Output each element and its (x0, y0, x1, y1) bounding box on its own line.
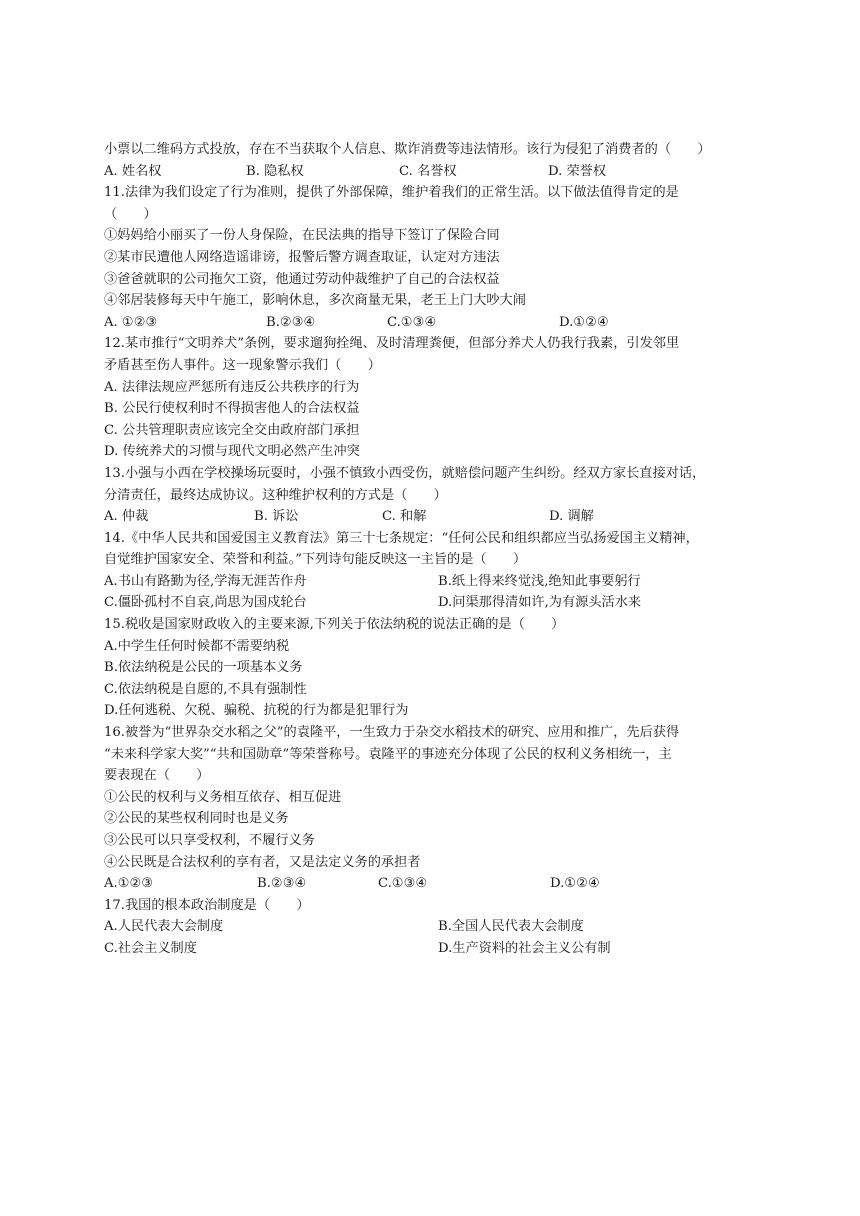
option-d: D.生产资料的社会主义公有制 (438, 940, 611, 956)
option-b: B.②③④ (266, 314, 316, 330)
option-b: B. 诉讼 (254, 509, 299, 525)
question-stem-cont: 矛盾甚至伤人事件。这一现象警示我们（ ） (104, 357, 381, 373)
option-a: A.中学生任何时候都不需要纳税 (104, 638, 290, 654)
statement-4: ④邻居装修每天中午施工，影响休息，多次商量无果，老王上门大吵大闹 (104, 293, 526, 309)
option-d: D.问渠那得清如许,为有源头活水来 (438, 595, 642, 611)
statement-3: ③公民可以只享受权利，不履行义务 (104, 833, 315, 848)
option-d: D. 传统养犬的习惯与现代文明必然产生冲突 (104, 444, 360, 460)
question-stem: 12.某市推行“文明养犬”条例，要求遛狗拴绳、及时清理粪便，但部分养犬人仍我行我素，引发邻里 (104, 336, 680, 352)
question-stem: 17.我国的根本政治制度是（ ） (104, 897, 310, 913)
option-c: C.僵卧孤村不自哀,尚思为国戍轮台 (104, 595, 307, 611)
option-b: B.②③④ (257, 876, 307, 892)
question-14 (104, 528, 800, 614)
option-c: C. 名誉权 (399, 163, 457, 179)
option-d: D.①②④ (550, 876, 600, 892)
statement-2: ②公民的某些权利同时也是义务 (104, 811, 289, 827)
question-stem-cont: （ ） (104, 206, 157, 222)
option-c: C. 和解 (382, 509, 427, 525)
statement-3: ③爸爸就职的公司拖欠工资，他通过劳动仲裁维护了自己的合法权益 (104, 271, 500, 287)
statement-1: ①妈妈给小丽买了一份人身保险，在民法典的指导下签订了保险合同 (104, 228, 500, 244)
option-a: A.①②③ (104, 876, 154, 892)
option-b: B.依法纳税是公民的一项基本义务 (104, 660, 303, 676)
option-c: C. 公共管理职责应该完全交由政府部门承担 (104, 422, 360, 438)
option-a: A. 法律法规应严惩所有违反公共秩序的行为 (104, 379, 360, 395)
question-16 (104, 722, 800, 895)
answer-options-row-1 (104, 571, 800, 593)
question-stem: 13.小强与小西在学校操场玩耍时，小强不慎致小西受伤，就赔偿问题产生纠纷。经双方家长直接对话， (104, 465, 706, 481)
question-12 (104, 333, 800, 463)
option-b: B.纸上得来终觉浅,绝知此事要躬行 (438, 573, 641, 589)
option-c: C.依法纳税是自愿的,不具有强制性 (104, 681, 307, 697)
statement-1: ①公民的权利与义务相互依存、相互促进 (104, 789, 342, 805)
answer-options (104, 873, 800, 895)
option-a: A. ①②③ (104, 314, 158, 330)
option-a: A.人民代表大会制度 (104, 919, 224, 935)
answer-options (104, 312, 800, 334)
question-stem: 15.税收是国家财政收入的主要来源,下列关于依法纳税的说法正确的是（ ） (104, 617, 565, 633)
option-c: C.①③④ (387, 314, 437, 330)
option-b: B. 公民行使权利时不得损害他人的合法权益 (104, 401, 360, 417)
question-15 (104, 614, 800, 722)
question-11 (104, 182, 800, 333)
question-stem: 14.《中华人民共和国爱国主义教育法》第三十七条规定：“任何公民和组织都应当弘扬爱国主义精神， (104, 530, 699, 546)
option-c: C.社会主义制度 (104, 940, 197, 956)
answer-options-row-1 (104, 916, 800, 938)
question-stem-cont: 要表现在（ ） (104, 768, 210, 784)
question-13 (104, 463, 800, 528)
option-b: B. 隐私权 (246, 163, 304, 179)
statement-4: ④公民既是合法权利的享有者，又是法定义务的承担者 (104, 854, 421, 870)
option-d: D. 调解 (549, 509, 594, 525)
option-a: A.书山有路勤为径,学海无涯苦作舟 (104, 573, 307, 589)
question-stem-cont: “未来科学家大奖”“共和国勋章”等荣誉称号。袁隆平的事迹充分体现了公民的权利义务相统一，主 (104, 746, 672, 762)
option-a: A. 姓名权 (104, 163, 162, 179)
option-d: D.任何逃税、欠税、骗税、抗税的行为都是犯罪行为 (104, 703, 409, 719)
question-stem: 11.法律为我们设定了行为准则，提供了外部保障，维护着我们的正常生活。以下做法值得肯定的是 (104, 185, 679, 201)
question-stem-cont: 自觉维护国家安全、荣誉和利益。”下列诗句能反映这一主旨的是（ ） (104, 552, 527, 568)
question-stem: 16.被誉为“世界杂交水稻之父”的袁隆平，一生致力于杂交水稻技术的研究、应用和推广，先后获得 (104, 725, 680, 741)
answer-options-row-2 (104, 938, 800, 960)
question-stem: 小票以二维码方式投放，存在不当获取个人信息、欺诈消费等违法情形。该行为侵犯了消费者的（ ） (104, 142, 711, 157)
option-a: A. 仲裁 (104, 509, 149, 525)
option-d: D. 荣誉权 (548, 163, 607, 179)
option-c: C.①③④ (378, 876, 428, 892)
answer-options (104, 161, 800, 183)
statement-2: ②某市民遭他人网络造谣诽谤，报警后警方调查取证，认定对方违法 (104, 249, 500, 265)
answer-options (104, 506, 800, 528)
option-b: B.全国人民代表大会制度 (438, 919, 584, 935)
question-stem-cont: 分清责任，最终达成协议。这种维护权利的方式是（ ） (104, 487, 447, 503)
option-d: D.①②④ (559, 314, 609, 330)
question-10 (104, 139, 800, 182)
question-17 (104, 895, 800, 960)
answer-options-row-2 (104, 592, 800, 614)
